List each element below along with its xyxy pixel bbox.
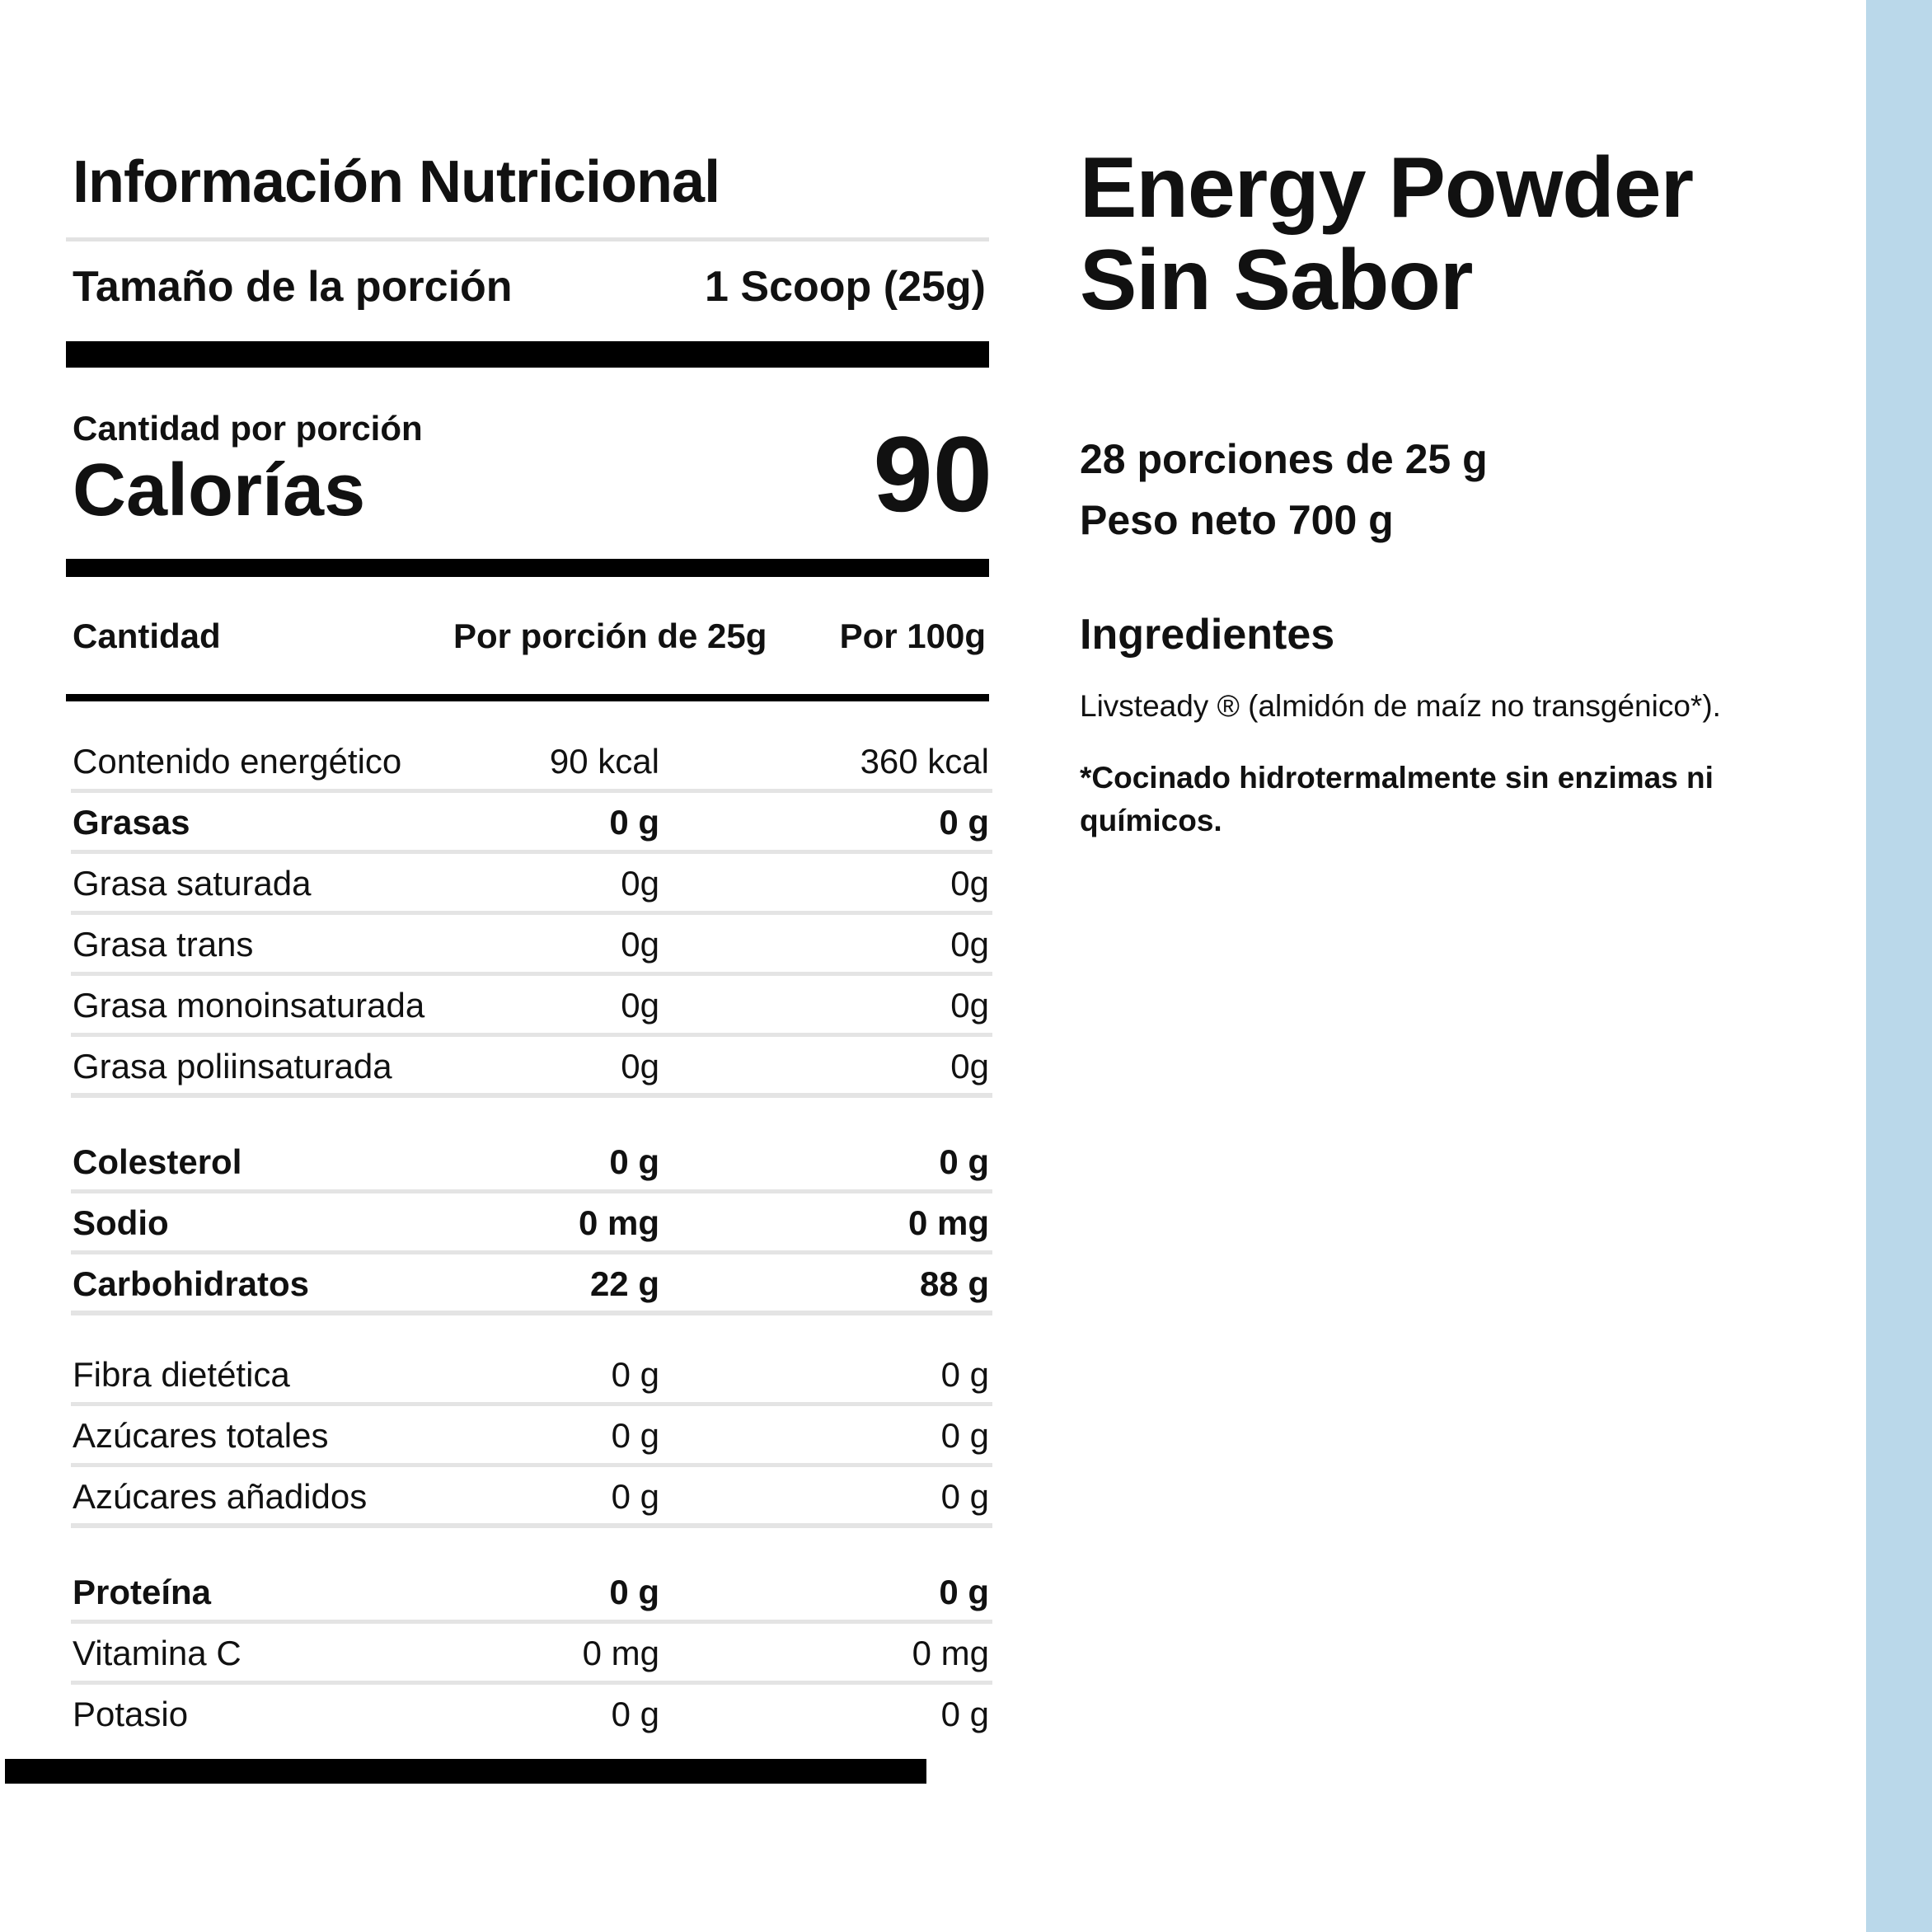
amount-per-serving: Cantidad por porción: [73, 409, 423, 448]
column-header-per-100g: Por 100g: [839, 617, 986, 655]
title-divider: [66, 237, 989, 242]
nutrient-per-100g: 0 mg: [912, 1634, 989, 1672]
table-row: [71, 735, 992, 793]
row-divider: [71, 1402, 992, 1406]
thick-rule-1: [66, 341, 989, 368]
side-color-band: [1866, 0, 1932, 1932]
nutrient-per-serving: 22 g: [589, 1264, 659, 1303]
serving-size-label: Tamaño de la porción: [73, 263, 513, 311]
table-row: [71, 1136, 992, 1193]
nutrient-name: Vitamina C: [73, 1634, 242, 1672]
nutrient-per-100g: 0g: [950, 925, 989, 964]
nutrient-per-serving: 0 mg: [582, 1634, 659, 1672]
nutrient-name: Colesterol: [73, 1142, 242, 1181]
nutrient-name: Grasa monoinsaturada: [73, 986, 425, 1025]
row-divider: [71, 1189, 992, 1193]
nutrient-name: Contenido energético: [73, 742, 402, 781]
table-row: [71, 857, 992, 915]
thick-rule-bottom: [5, 1759, 926, 1784]
thick-rule-3: [66, 694, 989, 701]
product-name-line1: Energy Powder: [1080, 140, 1694, 236]
nutrient-name: Azúcares añadidos: [73, 1477, 368, 1516]
row-divider: [71, 1463, 992, 1467]
label-title: Información Nutricional: [73, 149, 720, 215]
product-name-line2: Sin Sabor: [1080, 232, 1473, 328]
table-row: [71, 1688, 992, 1746]
ingredients-title: Ingredientes: [1080, 611, 1335, 659]
nutrient-per-serving: 0 g: [611, 1695, 659, 1733]
nutrient-per-serving: 0g: [621, 864, 659, 903]
package-info: [1080, 429, 1488, 551]
nutrient-per-100g: 0 g: [939, 803, 989, 842]
row-divider: [71, 1311, 992, 1315]
net-weight: Peso neto 700 g: [1080, 497, 1394, 543]
calories-value: 90: [873, 414, 992, 534]
table-row: [71, 979, 992, 1037]
nutrient-per-serving: 0g: [621, 986, 659, 1025]
nutrient-per-100g: 0g: [950, 986, 989, 1025]
table-row: [71, 796, 992, 854]
nutrient-per-serving: 0 g: [611, 1416, 659, 1455]
nutrient-name: Potasio: [73, 1695, 189, 1733]
nutrient-per-serving: 0 mg: [578, 1203, 659, 1242]
row-divider: [71, 1033, 992, 1037]
servings-count: 28 porciones de 25 g: [1080, 436, 1488, 482]
nutrient-per-serving: 0g: [621, 1047, 659, 1086]
nutrient-name: Proteína: [73, 1573, 212, 1611]
nutrient-per-serving: 0 g: [609, 1573, 659, 1611]
nutrient-per-100g: 0 g: [940, 1477, 989, 1516]
nutrient-per-100g: 0 g: [940, 1416, 989, 1455]
nutrient-per-100g: 88 g: [919, 1264, 989, 1303]
table-row: [71, 918, 992, 976]
nutrient-per-100g: 0g: [950, 864, 989, 903]
table-row: [71, 1627, 992, 1685]
nutrient-per-100g: 0 g: [939, 1573, 989, 1611]
column-header-per-serving: Por porción de 25g: [453, 617, 767, 655]
nutrient-per-100g: 360 kcal: [860, 742, 989, 781]
calories-label: Calorías: [73, 449, 366, 532]
nutrient-per-serving: 0 g: [609, 1142, 659, 1181]
nutrient-name: Grasa poliinsaturada: [73, 1047, 392, 1086]
thick-rule-2: [66, 559, 989, 577]
nutrient-per-serving: 90 kcal: [549, 742, 659, 781]
table-row: [71, 1470, 992, 1528]
nutrient-per-serving: 0 g: [611, 1355, 659, 1394]
row-divider: [71, 1523, 992, 1528]
row-divider: [71, 1681, 992, 1685]
nutrient-per-100g: 0 g: [940, 1695, 989, 1733]
nutrient-name: Grasa trans: [73, 925, 254, 964]
row-divider: [71, 1620, 992, 1624]
nutrient-per-serving: 0 g: [611, 1477, 659, 1516]
table-row: [71, 1040, 992, 1098]
table-row: [71, 1409, 992, 1467]
serving-size-value: 1 Scoop (25g): [705, 263, 986, 311]
row-divider: [71, 1093, 992, 1098]
nutrient-per-serving: 0 g: [609, 803, 659, 842]
row-divider: [71, 911, 992, 915]
column-header-amount: Cantidad: [73, 617, 221, 655]
nutrient-name: Fibra dietética: [73, 1355, 290, 1394]
nutrient-name: Grasas: [73, 803, 190, 842]
table-row: [71, 1258, 992, 1315]
row-divider: [71, 850, 992, 854]
ingredients-note: *Cocinado hidrotermalmente sin enzimas ni químicos.: [1080, 761, 1714, 837]
nutrient-name: Azúcares totales: [73, 1416, 329, 1455]
nutrient-per-serving: 0g: [621, 925, 659, 964]
nutrient-per-100g: 0g: [950, 1047, 989, 1086]
nutrient-per-100g: 0 g: [939, 1142, 989, 1181]
nutrient-per-100g: 0 g: [940, 1355, 989, 1394]
table-row: [71, 1197, 992, 1254]
ingredients-text: Livsteady ® (almidón de maíz no transgénico*).: [1080, 689, 1721, 723]
nutrient-name: Sodio: [73, 1203, 169, 1242]
row-divider: [71, 789, 992, 793]
row-divider: [71, 1250, 992, 1254]
product-name: [1080, 142, 1693, 326]
nutrient-name: Carbohidratos: [73, 1264, 310, 1303]
nutrient-per-100g: 0 mg: [907, 1203, 989, 1242]
nutrient-name: Grasa saturada: [73, 864, 312, 903]
table-row: [71, 1348, 992, 1406]
table-row: [71, 1566, 992, 1624]
row-divider: [71, 972, 992, 976]
